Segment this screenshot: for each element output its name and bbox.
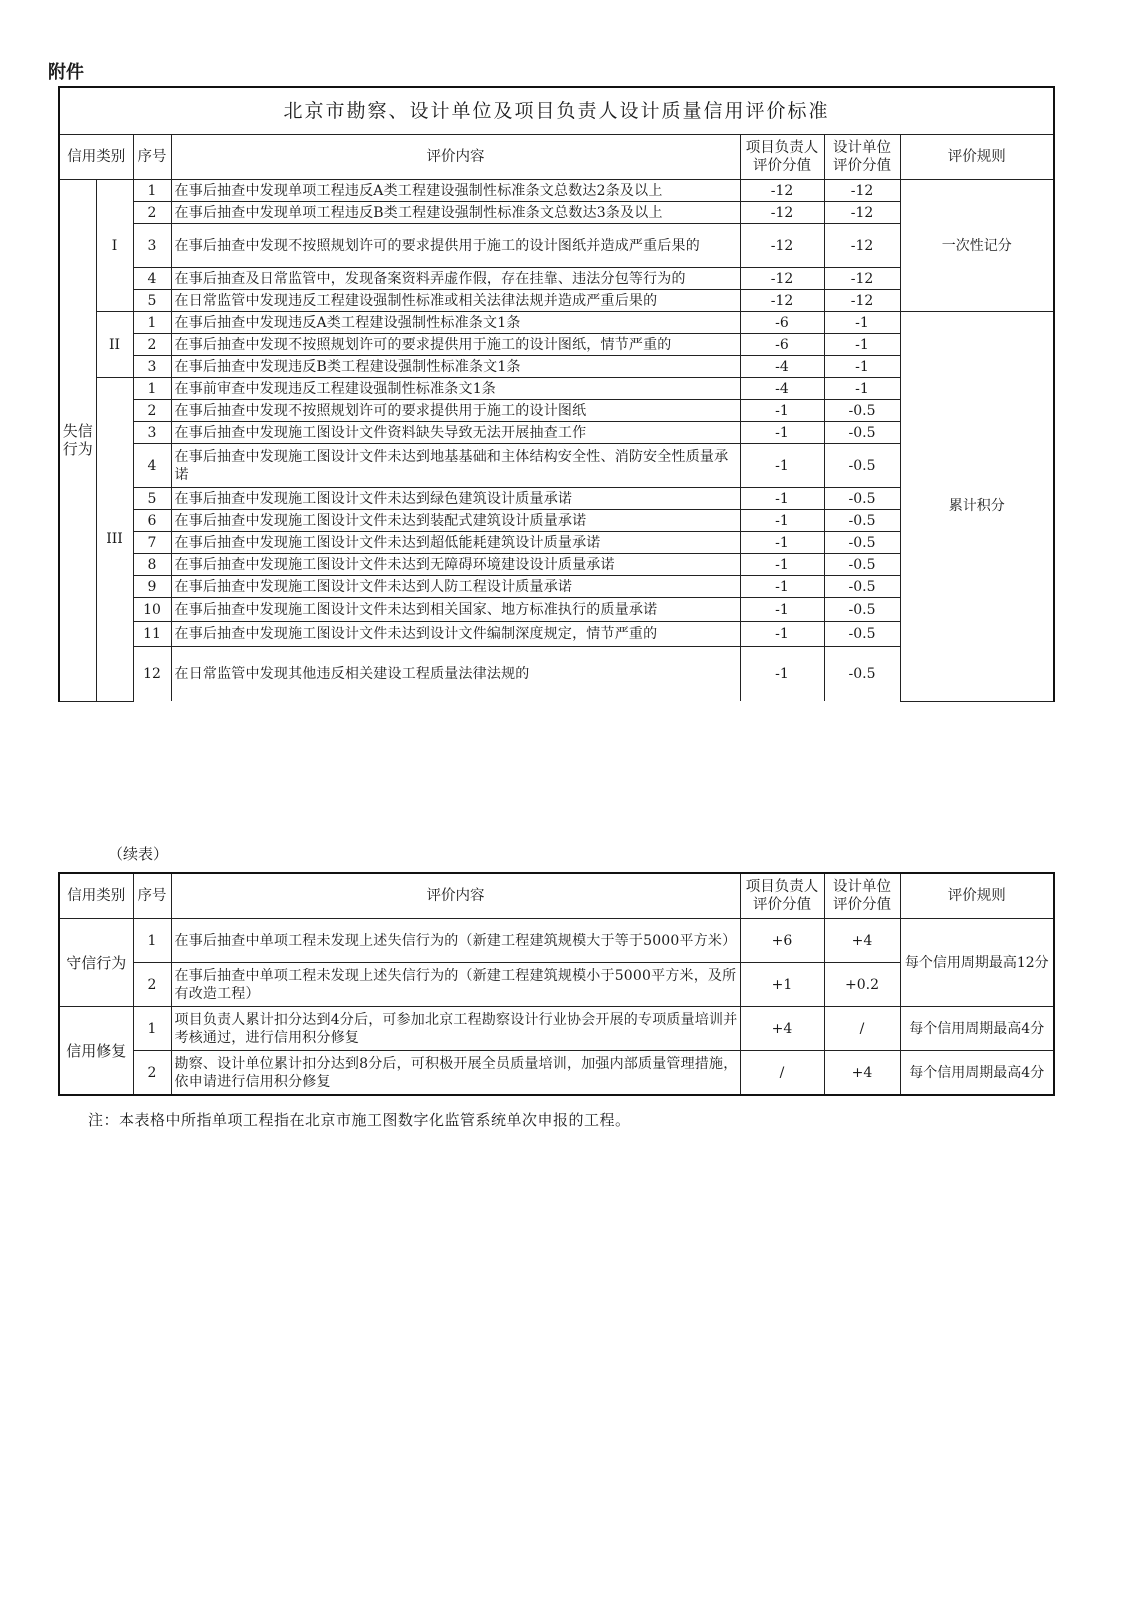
table-row-pm: -1	[740, 576, 824, 598]
table-row-seq: 1	[133, 378, 171, 400]
table-row-content: 勘察、设计单位累计扣分达到8分后，可积极开展全员质量培训，加强内部质量管理措施，依申请进行信用积分修复	[171, 1051, 740, 1096]
table-row-content: 在事后抽查中发现施工图设计文件未达到绿色建筑设计质量承诺	[171, 488, 740, 510]
table-row-seq: 1	[133, 180, 171, 202]
rule-honest: 每个信用周期最高12分	[900, 919, 1054, 1007]
category-dishonest: 失信行为	[59, 180, 96, 702]
table-row-seq: 3	[133, 356, 171, 378]
level-1-label: I	[96, 180, 133, 312]
header-pm-score: 项目负责人评价分值	[740, 873, 824, 919]
table-row-pm: /	[740, 1051, 824, 1096]
category-repair: 信用修复	[59, 1007, 133, 1096]
table-row-pm: -1	[740, 622, 824, 647]
table-row-pm: -1	[740, 598, 824, 622]
table-row-pm: +1	[740, 963, 824, 1007]
table-row-seq: 1	[133, 312, 171, 334]
table-row-pm: -1	[740, 488, 824, 510]
header-unit-score: 设计单位评价分值	[824, 873, 900, 919]
category-honest: 守信行为	[59, 919, 133, 1007]
table-row-seq: 2	[133, 400, 171, 422]
level-2-label: II	[96, 312, 133, 378]
table-row-seq: 3	[133, 224, 171, 268]
table-row-pm: -12	[740, 224, 824, 268]
table-row-seq: 2	[133, 334, 171, 356]
table-row-content: 在事后抽查中发现单项工程违反B类工程建设强制性标准条文总数达3条及以上	[171, 202, 740, 224]
table-row-pm: -12	[740, 290, 824, 312]
table-row-unit: -0.5	[824, 554, 900, 576]
table-row-seq: 12	[133, 647, 171, 702]
credit-evaluation-table-continued	[58, 872, 1055, 1096]
table-row-unit: -12	[824, 202, 900, 224]
table-row-content: 在事前审查中发现违反工程建设强制性标准条文1条	[171, 378, 740, 400]
table-row-seq: 1	[133, 919, 171, 963]
table-row-unit: +0.2	[824, 963, 900, 1007]
table-row-unit: -12	[824, 180, 900, 202]
rule-once: 一次性记分	[900, 180, 1054, 312]
header-pm-score: 项目负责人评价分值	[740, 135, 824, 180]
table-row-seq: 5	[133, 488, 171, 510]
table-row-content: 在事后抽查及日常监管中，发现备案资料弄虚作假，存在挂靠、违法分包等行为的	[171, 268, 740, 290]
header-unit-score: 设计单位评价分值	[824, 135, 900, 180]
table-row-unit: -0.5	[824, 444, 900, 488]
table-row-content: 在事后抽查中发现施工图设计文件未达到相关国家、地方标准执行的质量承诺	[171, 598, 740, 622]
table-row-content: 在事后抽查中发现施工图设计文件未达到设计文件编制深度规定，情节严重的	[171, 622, 740, 647]
table-row-pm: -1	[740, 422, 824, 444]
table-row-content: 在事后抽查中发现不按照规划许可的要求提供用于施工的设计图纸并造成严重后果的	[171, 224, 740, 268]
continued-label: （续表）	[108, 845, 169, 863]
level-3-label: III	[96, 378, 133, 702]
table-row-unit: -0.5	[824, 576, 900, 598]
table-row-seq: 5	[133, 290, 171, 312]
table-row-content: 在事后抽查中发现施工图设计文件未达到地基基础和主体结构安全性、消防安全性质量承诺	[171, 444, 740, 488]
table-row-unit: -0.5	[824, 488, 900, 510]
table-row-seq: 7	[133, 532, 171, 554]
table-row-content: 在事后抽查中发现施工图设计文件未达到超低能耗建筑设计质量承诺	[171, 532, 740, 554]
table-row-content: 在日常监管中发现其他违反相关建设工程质量法律法规的	[171, 647, 740, 702]
table-row-unit: -0.5	[824, 532, 900, 554]
table-row-unit: -0.5	[824, 647, 900, 702]
table-row-unit: -1	[824, 334, 900, 356]
attachment-label: 附件	[48, 62, 84, 83]
table-row-pm: -1	[740, 444, 824, 488]
table-row-seq: 3	[133, 422, 171, 444]
header-seq: 序号	[133, 135, 171, 180]
table-row-seq: 9	[133, 576, 171, 598]
table-row-unit: -12	[824, 268, 900, 290]
footnote: 注：本表格中所指单项工程指在北京市施工图数字化监管系统单次申报的工程。	[88, 1111, 631, 1129]
table-row-pm: -1	[740, 400, 824, 422]
table-row-seq: 2	[133, 963, 171, 1007]
table-row-content: 在事后抽查中发现施工图设计文件未达到装配式建筑设计质量承诺	[171, 510, 740, 532]
credit-evaluation-table	[58, 86, 1055, 702]
rule-repair-pm: 每个信用周期最高4分	[900, 1007, 1054, 1051]
table-row-unit: +4	[824, 919, 900, 963]
table-row-pm: -4	[740, 378, 824, 400]
table-row-pm: +4	[740, 1007, 824, 1051]
table-row-seq: 4	[133, 268, 171, 290]
table-title: 北京市勘察、设计单位及项目负责人设计质量信用评价标准	[59, 87, 1054, 135]
header-rule: 评价规则	[900, 873, 1054, 919]
table-row-unit: -1	[824, 356, 900, 378]
table-row-content: 在日常监管中发现违反工程建设强制性标准或相关法律法规并造成严重后果的	[171, 290, 740, 312]
table-row-content: 项目负责人累计扣分达到4分后，可参加北京工程勘察设计行业协会开展的专项质量培训并考核通过，进行信用积分修复	[171, 1007, 740, 1051]
table-row-pm: -1	[740, 532, 824, 554]
table-row-pm: +6	[740, 919, 824, 963]
table-row-pm: -4	[740, 356, 824, 378]
header-content: 评价内容	[171, 873, 740, 919]
header-category: 信用类别	[59, 135, 133, 180]
table-row-seq: 6	[133, 510, 171, 532]
table-row-unit: -0.5	[824, 510, 900, 532]
table-row-seq: 4	[133, 444, 171, 488]
header-category: 信用类别	[59, 873, 133, 919]
table-row-seq: 8	[133, 554, 171, 576]
table-row-unit: -12	[824, 224, 900, 268]
table-row-pm: -1	[740, 647, 824, 702]
table-row-pm: -12	[740, 180, 824, 202]
table-row-seq: 2	[133, 1051, 171, 1096]
table-row-unit: -0.5	[824, 622, 900, 647]
table-row-pm: -6	[740, 334, 824, 356]
table-row-unit: -0.5	[824, 422, 900, 444]
table-row-content: 在事后抽查中单项工程未发现上述失信行为的（新建工程建筑规模小于5000平方米，及所有改造工程）	[171, 963, 740, 1007]
table-row-pm: -12	[740, 268, 824, 290]
table-row-content: 在事后抽查中发现违反A类工程建设强制性标准条文1条	[171, 312, 740, 334]
table-row-pm: -1	[740, 554, 824, 576]
rule-cumulative: 累计积分	[900, 312, 1054, 702]
table-row-unit: -0.5	[824, 400, 900, 422]
table-row-content: 在事后抽查中发现施工图设计文件未达到无障碍环境建设设计质量承诺	[171, 554, 740, 576]
table-row-content: 在事后抽查中发现不按照规划许可的要求提供用于施工的设计图纸，情节严重的	[171, 334, 740, 356]
table-row-unit: /	[824, 1007, 900, 1051]
table-row-content: 在事后抽查中发现不按照规划许可的要求提供用于施工的设计图纸	[171, 400, 740, 422]
table-row-content: 在事后抽查中发现违反B类工程建设强制性标准条文1条	[171, 356, 740, 378]
table-row-unit: -1	[824, 378, 900, 400]
table-row-unit: -1	[824, 312, 900, 334]
table-row-content: 在事后抽查中单项工程未发现上述失信行为的（新建工程建筑规模大于等于5000平方米）	[171, 919, 740, 963]
table-row-pm: -6	[740, 312, 824, 334]
table-row-pm: -1	[740, 510, 824, 532]
table-row-unit: -0.5	[824, 598, 900, 622]
table-row-content: 在事后抽查中发现施工图设计文件未达到人防工程设计质量承诺	[171, 576, 740, 598]
table-row-content: 在事后抽查中发现施工图设计文件资料缺失导致无法开展抽查工作	[171, 422, 740, 444]
header-content: 评价内容	[171, 135, 740, 180]
table-row-unit: -12	[824, 290, 900, 312]
table-row-seq: 1	[133, 1007, 171, 1051]
header-seq: 序号	[133, 873, 171, 919]
rule-repair-unit: 每个信用周期最高4分	[900, 1051, 1054, 1096]
table-row-pm: -12	[740, 202, 824, 224]
header-rule: 评价规则	[900, 135, 1054, 180]
table-row-seq: 2	[133, 202, 171, 224]
table-row-seq: 11	[133, 622, 171, 647]
table-row-content: 在事后抽查中发现单项工程违反A类工程建设强制性标准条文总数达2条及以上	[171, 180, 740, 202]
table-row-seq: 10	[133, 598, 171, 622]
table-row-unit: +4	[824, 1051, 900, 1096]
